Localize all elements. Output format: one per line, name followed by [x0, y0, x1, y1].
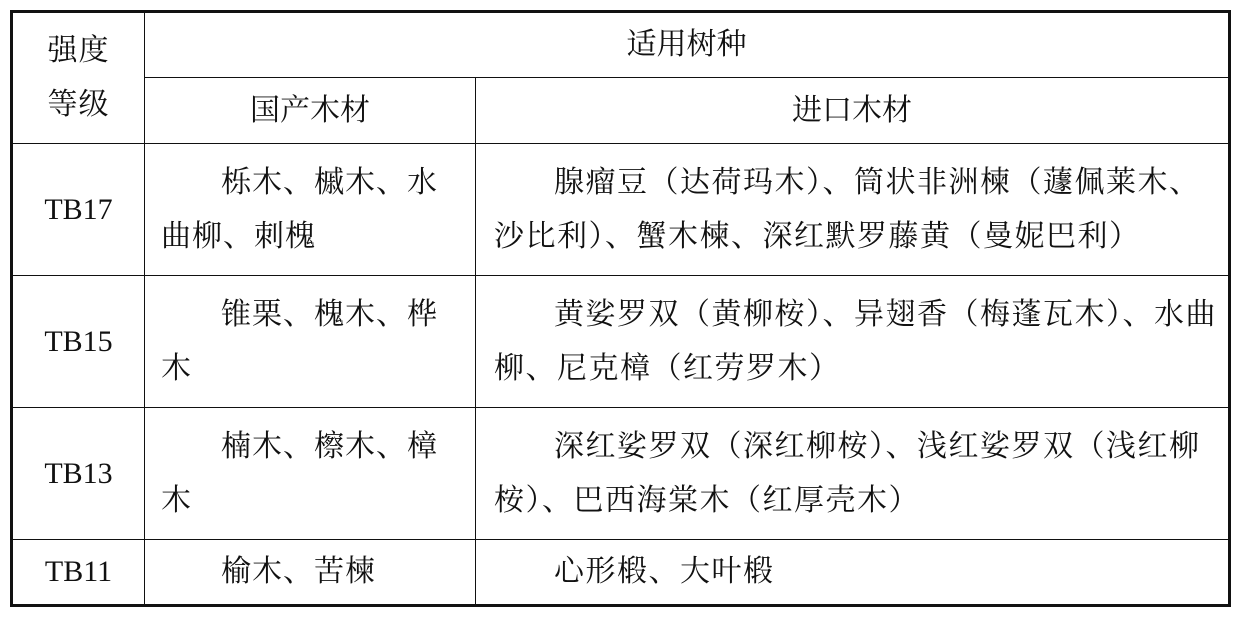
- imported-cell: 黄娑罗双（黄柳桉）、异翅香（梅蓬瓦木）、水曲柳、尼克樟（红劳罗木）: [476, 276, 1230, 408]
- table-row: [12, 144, 1230, 276]
- domestic-cell: 楠木、檫木、樟木: [145, 408, 476, 540]
- imported-cell: 深红娑罗双（深红柳桉）、浅红娑罗双（浅红柳桉）、巴西海棠木（红厚壳木）: [476, 408, 1230, 540]
- subheader-row: [12, 78, 1230, 144]
- grade-header: [12, 12, 145, 144]
- grade-cell: TB17: [12, 144, 145, 276]
- species-header: 适用树种: [145, 12, 1230, 78]
- imported-cell: 心形椴、大叶椴: [476, 540, 1230, 606]
- table-row: [12, 276, 1230, 408]
- grade-cell: TB13: [12, 408, 145, 540]
- grade-cell: TB15: [12, 276, 145, 408]
- table-row: [12, 408, 1230, 540]
- imported-cell: 腺瘤豆（达荷玛木）、筒状非洲楝（蘧佩莱木、沙比利）、蟹木楝、深红默罗藤黄（曼妮巴利）: [476, 144, 1230, 276]
- grade-cell: TB11: [12, 540, 145, 606]
- domestic-cell: 栎木、槭木、水曲柳、刺槐: [145, 144, 476, 276]
- domestic-cell: 锥栗、槐木、桦木: [145, 276, 476, 408]
- header-row: [12, 12, 1230, 78]
- grade-header-line2: 等级: [47, 87, 110, 122]
- domestic-header: 国产木材: [145, 78, 476, 144]
- domestic-cell: 榆木、苦楝: [145, 540, 476, 606]
- table-row: [12, 540, 1230, 606]
- grade-header-line1: 强度: [47, 33, 110, 68]
- timber-grade-table: [10, 10, 1231, 607]
- imported-header: 进口木材: [476, 78, 1230, 144]
